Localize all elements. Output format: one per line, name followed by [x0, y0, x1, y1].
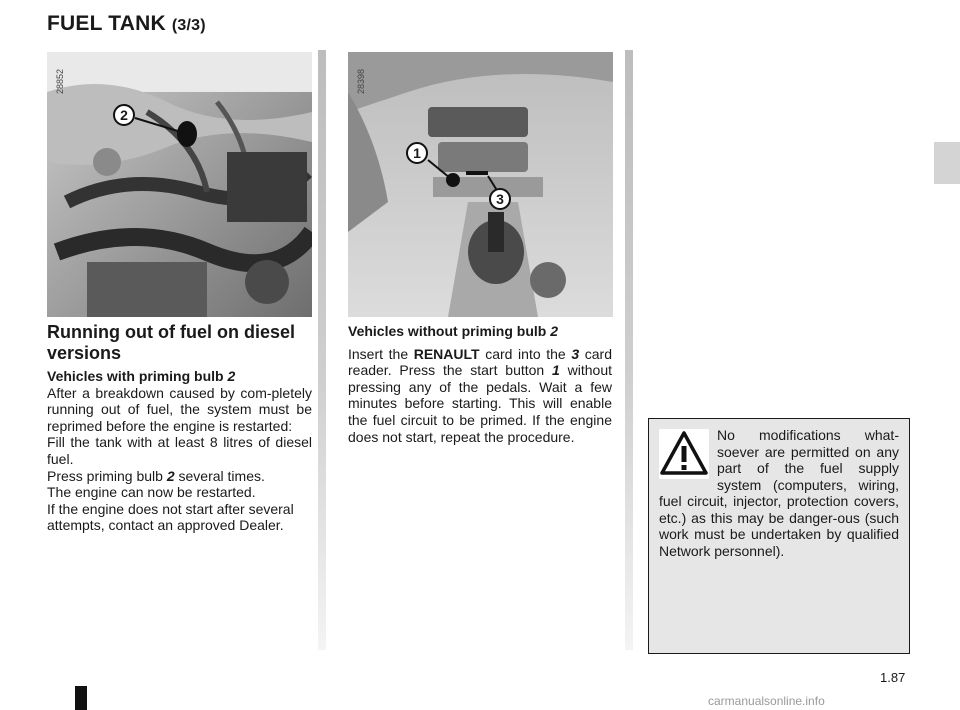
warning-text: No modifications what-soever are permitted on any part of the fuel supply system (computers, wiring, fuel circuit, injector, protection covers, etc.) as this may be danger-ous (such work must be undertaken by qualified Network personnel). [659, 427, 899, 559]
paragraph: Press priming bulb 2 several times. [47, 467, 265, 484]
callout-2: 2 [113, 104, 135, 126]
subheading: Vehicles without priming bulb 2 [348, 323, 559, 339]
dashboard-photo [348, 52, 613, 317]
section-tab [934, 142, 960, 184]
engine-photo [47, 52, 312, 317]
column-separator [318, 50, 326, 650]
subheading: Vehicles with priming bulb 2 [47, 368, 236, 384]
corner-mark [75, 686, 87, 710]
page-title [47, 12, 206, 36]
title-text: FUEL TANK [47, 12, 166, 35]
paragraph: The engine can now be restarted. [47, 484, 256, 501]
page-number: 1.87 [880, 670, 906, 685]
watermark: carmanualsonline.info [708, 694, 825, 708]
image-reference: 28852 [55, 68, 65, 94]
title-part: (3/3) [171, 17, 206, 34]
without-bulb-text [348, 323, 612, 445]
paragraph: If the engine does not start after several attempts, contact an approved Dealer. [47, 500, 294, 534]
paragraph: Insert the RENAULT card into the 3 card reader. Press the start button 1 without pressing any of the pedals. Wait a few minutes before starting. This will enable the fuel circuit to be primed. If the engine does not start, repeat the procedure. [348, 345, 612, 445]
paragraph: Fill the tank with at least 8 litres of diesel fuel. [47, 434, 312, 467]
paragraph: After a breakdown caused by com-pletely running out of fuel, the system must be reprimed before the engine is restarted: [47, 384, 312, 434]
column-separator [625, 50, 633, 650]
section-heading: Running out of fuel on diesel versions [47, 322, 295, 363]
with-bulb-text [47, 368, 312, 534]
callout-1: 1 [406, 142, 428, 164]
image-reference: 28398 [356, 68, 366, 94]
warning-box [648, 418, 910, 654]
callout-3: 3 [489, 188, 511, 210]
